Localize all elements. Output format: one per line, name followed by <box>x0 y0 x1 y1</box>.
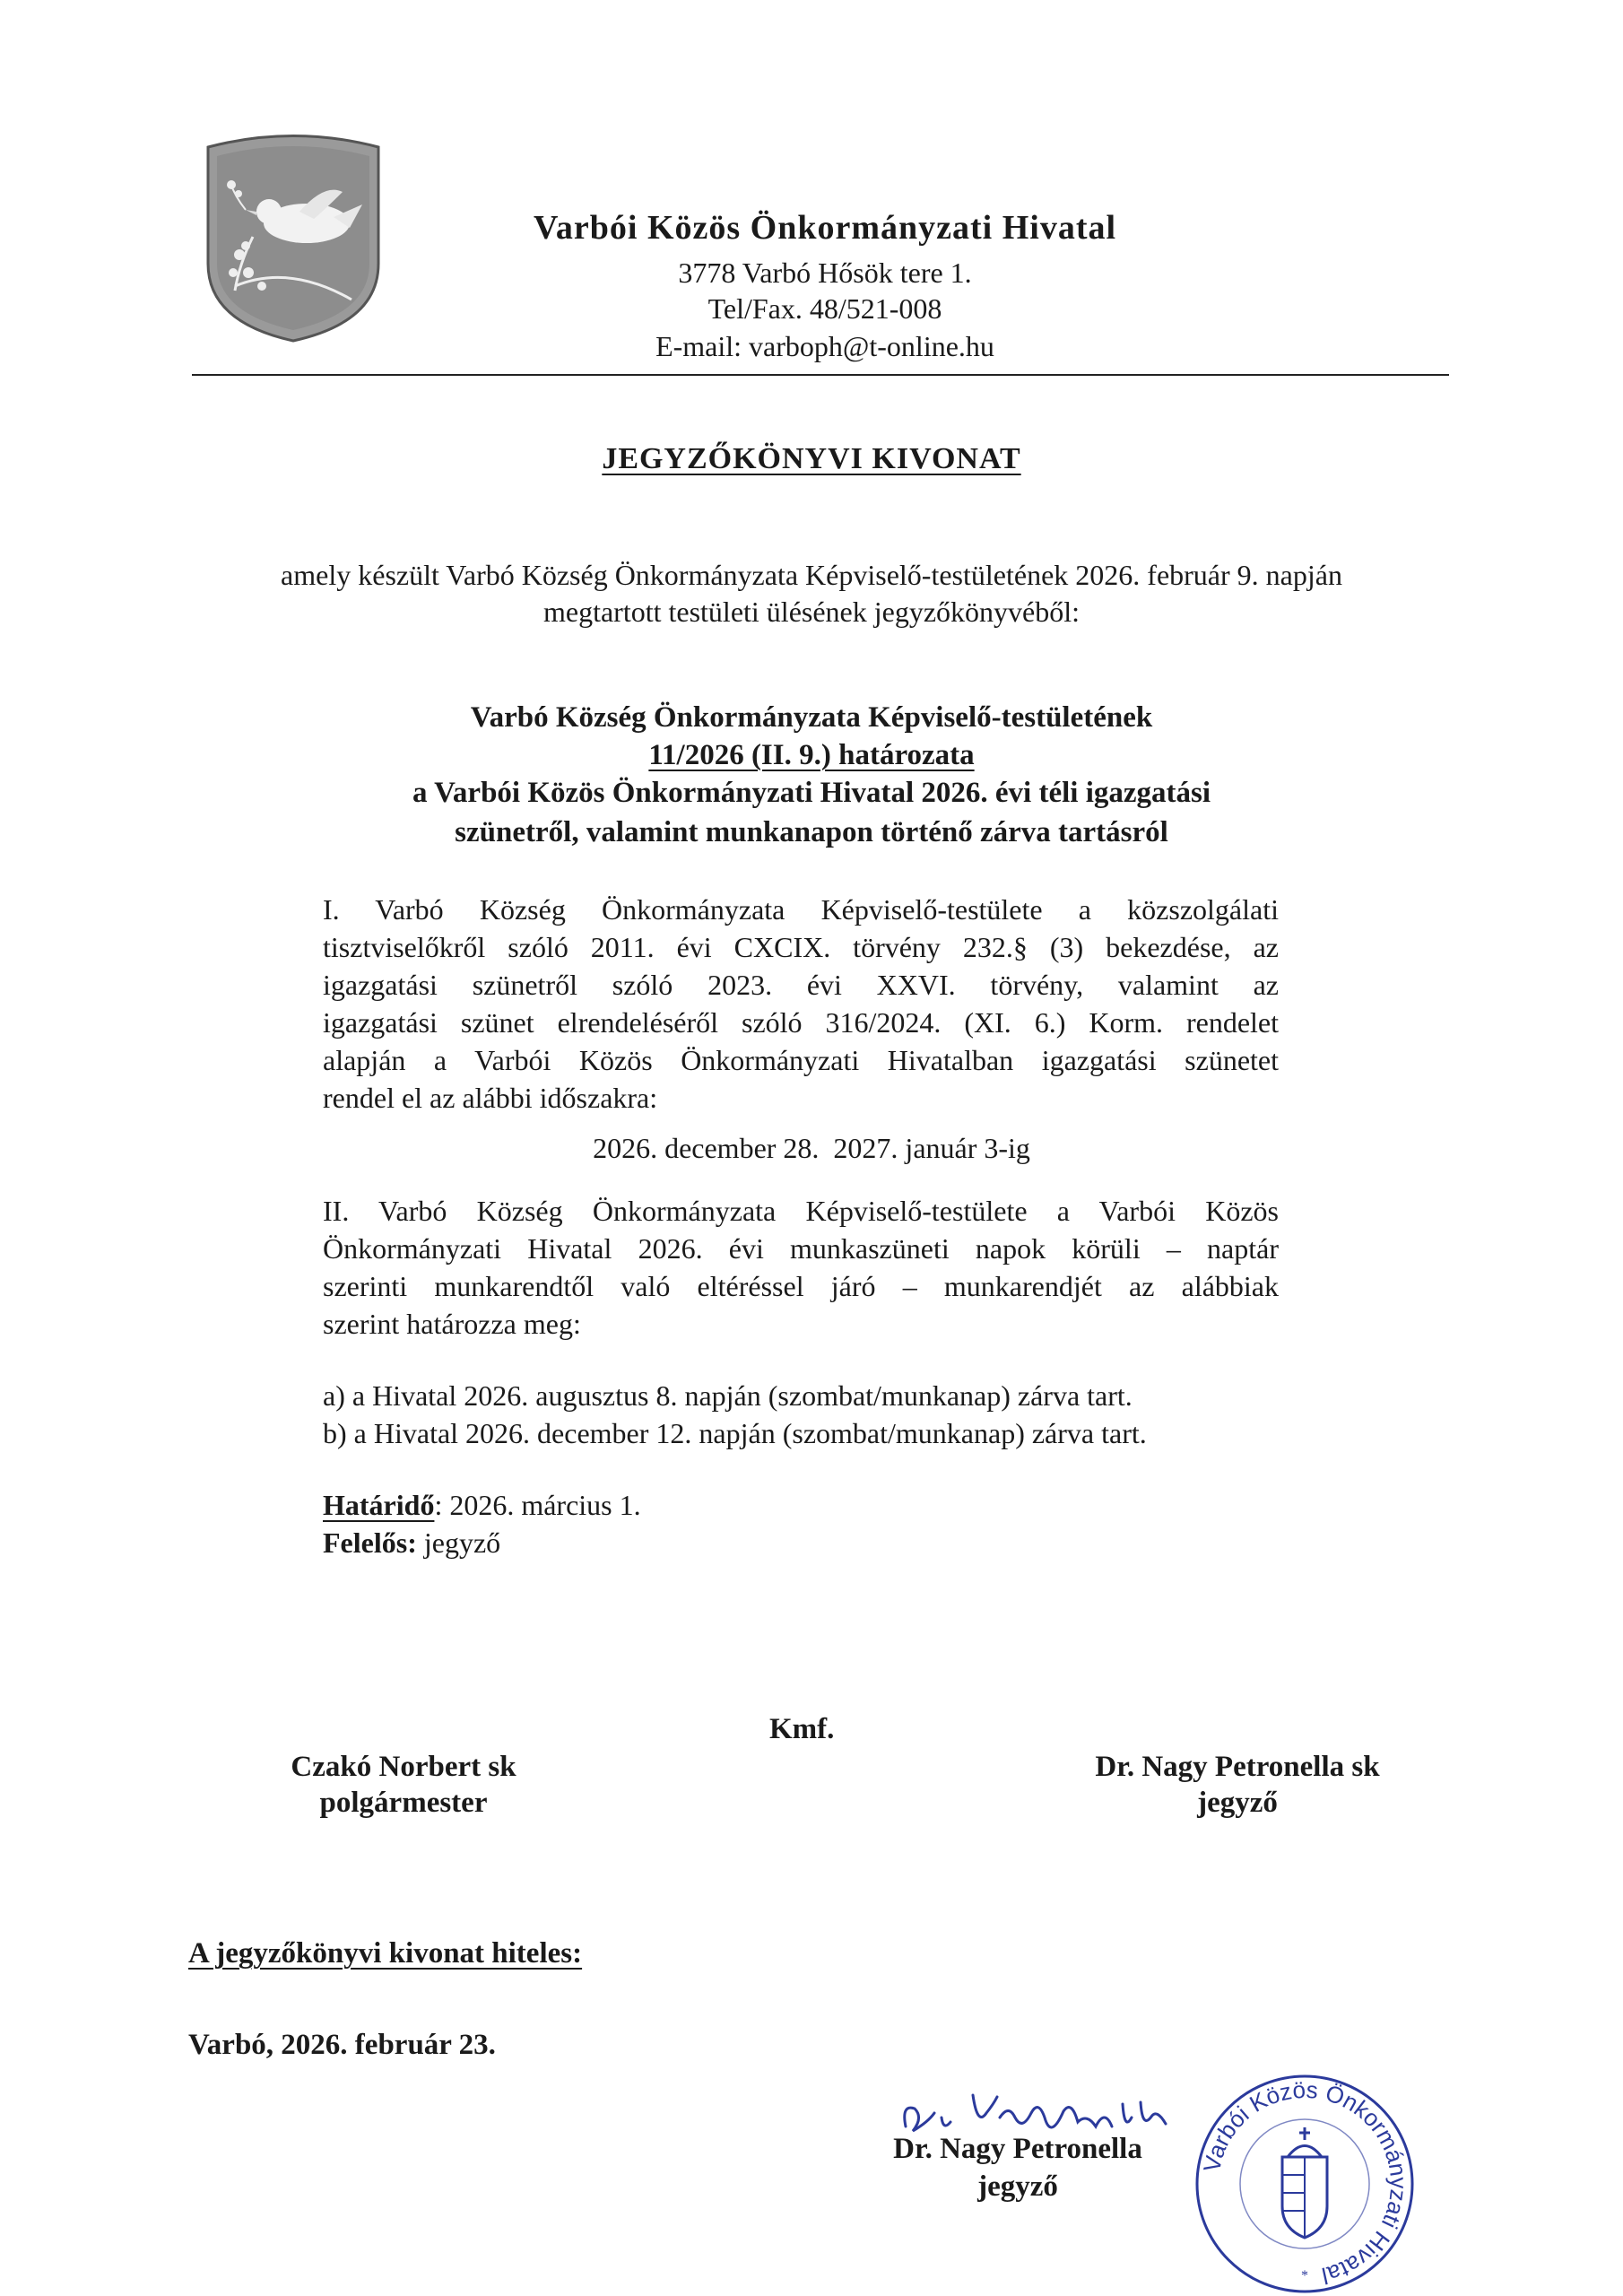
section2-line: szerint határozza meg: <box>323 1308 581 1340</box>
certifier-title: jegyző <box>977 2170 1058 2203</box>
office-address: 3778 Varbó Hősök tere 1. <box>678 257 972 289</box>
deadline-value: : 2026. március 1. <box>434 1489 641 1521</box>
section1-line: alapján a Varbói Közös Önkormányzati Hivatalban igazgatási szünetet <box>323 1044 1279 1076</box>
notary-title: jegyző <box>1197 1787 1278 1819</box>
authentication-heading: A jegyzőkönyvi kivonat hiteles: <box>188 1937 583 1970</box>
mayor-name: Czakó Norbert sk <box>291 1751 516 1783</box>
section1-line: tisztviselőkről szóló 2011. évi CXCIX. törvény 232.§ (3) bekezdése, az <box>323 931 1279 963</box>
authentication-heading-wrap <box>188 1937 582 1970</box>
document-title: JEGYZŐKÖNYVI KIVONAT <box>602 442 1021 475</box>
section1-line: igazgatási szünetről szóló 2023. évi XXVI. törvény, valamint az <box>323 969 1279 1001</box>
resolution-heading-2-wrap <box>0 739 1623 772</box>
dove-crest-icon <box>199 129 387 343</box>
section2-line: Önkormányzati Hivatal 2026. évi munkaszüneti napok körüli – naptár <box>323 1232 1279 1265</box>
notary-name: Dr. Nagy Petronella sk <box>1095 1751 1380 1783</box>
section1-line: I. Varbó Község Önkormányzata Képviselő-testülete a közszolgálati <box>323 893 1279 926</box>
resolution-heading-1: Varbó Község Önkormányzata Képviselő-testületének <box>470 701 1153 734</box>
resolution-heading-4: szünetről, valamint munkanapon történő zárva tartásról <box>455 816 1168 848</box>
header-divider <box>192 374 1449 376</box>
section2-line: II. Varbó Község Önkormányzata Képviselő-testülete a Varbói Közös <box>323 1195 1279 1227</box>
svg-text:*: * <box>1301 2268 1308 2283</box>
certifier-name: Dr. Nagy Petronella <box>893 2133 1142 2165</box>
stamp-text: Varbói Közös Önkormányzati Hivatal <box>1197 2075 1413 2290</box>
office-stamp <box>1193 2072 1417 2296</box>
resolution-number: 11/2026 (II. 9.) határozata <box>648 739 975 771</box>
intro-line-1: amely készült Varbó Község Önkormányzata Képviselő-testületének 2026. február 9. napján <box>281 559 1342 591</box>
deadline-line <box>323 1489 641 1522</box>
section2-line: szerinti munkarendtől való eltéréssel járó – munkarendjét az alábbiak <box>323 1270 1279 1302</box>
responsible-line <box>323 1526 500 1560</box>
office-name: Varbói Közös Önkormányzati Hivatal <box>533 209 1117 247</box>
place-date: Varbó, 2026. február 23. <box>188 2029 496 2061</box>
list-item: b) a Hivatal 2026. december 12. napján (szombat/munkanap) zárva tart. <box>323 1417 1147 1449</box>
office-phone: Tel/Fax. 48/521-008 <box>707 292 942 325</box>
resolution-heading-3: a Varbói Közös Önkormányzati Hivatal 2026. évi téli igazgatási <box>412 777 1211 809</box>
kmf-label: Kmf. <box>769 1713 835 1745</box>
office-email: E-mail: varboph@t-online.hu <box>655 330 994 362</box>
section1-line: igazgatási szünet elrendeléséről szóló 316/2024. (XI. 6.) Korm. rendelet <box>323 1006 1279 1039</box>
list-item: a) a Hivatal 2026. augusztus 8. napján (szombat/munkanap) zárva tart. <box>323 1379 1133 1412</box>
deadline-label: Határidő <box>323 1489 435 1521</box>
section1-line: rendel el az alábbi időszakra: <box>323 1082 658 1114</box>
responsible-label: Felelős: <box>323 1526 417 1559</box>
mayor-title: polgármester <box>319 1787 488 1819</box>
closure-period: 2026. december 28. 2027. január 3-ig <box>593 1132 1030 1164</box>
coat-of-arms-icon <box>1282 2127 1327 2283</box>
intro-line-2: megtartott testületi ülésének jegyzőkönyvéből: <box>542 596 1081 628</box>
responsible-value: jegyző <box>416 1526 501 1559</box>
document-title-wrap <box>0 442 1623 476</box>
